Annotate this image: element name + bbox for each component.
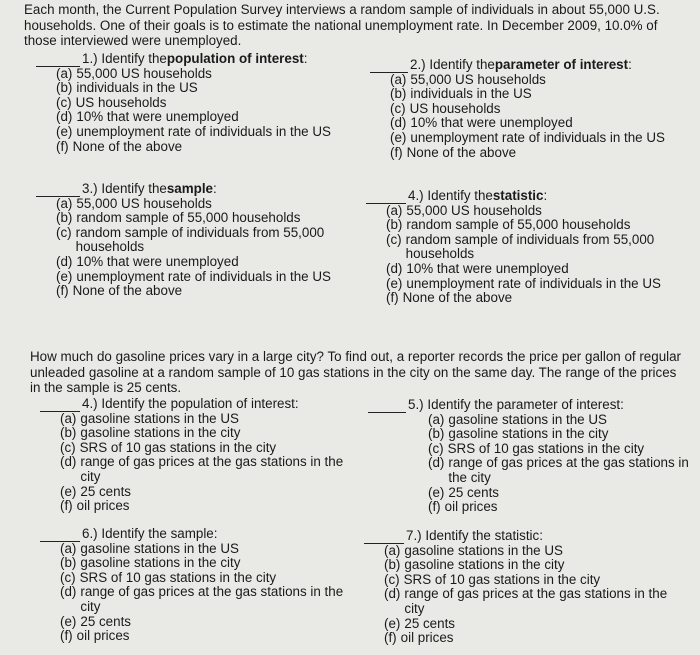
option: (c) SRS of 10 gas stations in the city [60, 569, 277, 585]
question-4-suffix: : [543, 188, 548, 203]
option: (c) SRS of 10 gas stations in the city [60, 439, 277, 455]
option: (a) gasoline stations in the US [428, 411, 607, 427]
option: (d) range of gas prices at the gas stations in the city [60, 454, 344, 484]
question-3-prefix: 3.) Identify the [82, 181, 167, 196]
option: (b) gasoline stations in the city [60, 555, 241, 571]
option: (f) None of the above [56, 283, 183, 299]
option: (b) random sample of 55,000 households [386, 217, 631, 233]
question-5 [368, 398, 690, 515]
option: (d) 10% that were unemployed [56, 109, 239, 125]
question-4-population [40, 397, 350, 514]
option: (d) range of gas prices at the gas stations in the city [384, 586, 668, 616]
answer-blank-1[interactable] [36, 56, 80, 67]
question-4-keyword: statistic [492, 188, 544, 203]
option: (f) oil prices [60, 628, 130, 644]
question-2-options [370, 73, 690, 161]
option: (e) 25 cents [60, 613, 131, 629]
question-4-prefix: 4.) Identify the [408, 188, 493, 203]
option: (d) 10% that were unemployed [386, 260, 569, 276]
option: (f) None of the above [56, 138, 183, 154]
option: (b) individuals in the US [390, 86, 532, 102]
option: (b) gasoline stations in the city [60, 425, 241, 441]
question-2-suffix: : [628, 57, 632, 72]
option: (f) None of the above [386, 290, 513, 306]
option: (d) range of gas prices at the gas stations in the city [60, 584, 344, 614]
answer-blank-8[interactable] [364, 533, 404, 544]
question-6 [40, 527, 350, 644]
option: (e) unemployment rate of individuals in the US [56, 123, 331, 139]
question-7-options [364, 544, 690, 646]
option: (a) gasoline stations in the US [60, 410, 239, 426]
intro-paragraph-1: Each month, the Current Population Survey interviews a random sample of individuals in about 55,000 U.S. households. One of their goals is to estimate the national unemployment rate. In December 2009, 10.0% of those interviewed were unemployed. [24, 2, 660, 49]
option: (f) oil prices [60, 498, 130, 514]
option: (b) individuals in the US [56, 80, 198, 96]
question-4-statistic [366, 189, 686, 306]
option: (a) 55,000 US households [56, 65, 212, 81]
question-5-options [368, 413, 690, 515]
option: (e) 25 cents [428, 484, 499, 500]
option: (e) unemployment rate of individuals in the US [56, 268, 331, 284]
option: (a) 55,000 US households [390, 71, 546, 87]
question-1-keyword: population of interest [166, 51, 304, 66]
option: (e) 25 cents [60, 483, 131, 499]
option: (c) US households [56, 94, 167, 110]
answer-blank-6[interactable] [368, 402, 406, 413]
option: (c) SRS of 10 gas stations in the city [428, 440, 645, 456]
question-2-prefix: 2.) Identify the [410, 57, 495, 72]
option: (f) oil prices [384, 630, 454, 646]
question-5-prefix: 5.) Identify the parameter of interest: [408, 397, 624, 412]
option: (c) US households [390, 100, 501, 116]
question-7-prefix: 7.) Identify the statistic: [406, 528, 543, 543]
question-3 [36, 182, 336, 299]
question-4-options [366, 204, 686, 306]
question-4b-options [40, 412, 350, 514]
intro-paragraph-2: How much do gasoline prices vary in a large city? To find out, a reporter records the price per gallon of regular unleaded gasoline at a random sample of 10 gas stations in the city on the same day. The range of the prices in the sample is 25 cents. [30, 349, 682, 396]
option: (d) 10% that were unemployed [390, 115, 573, 131]
question-3-suffix: : [213, 181, 217, 196]
answer-blank-2[interactable] [370, 62, 408, 73]
option: (b) gasoline stations in the city [428, 426, 609, 442]
question-3-options [36, 197, 336, 299]
option: (f) None of the above [390, 144, 517, 160]
option: (f) oil prices [428, 499, 498, 515]
question-1-suffix: : [303, 51, 308, 66]
answer-blank-7[interactable] [40, 531, 80, 542]
question-7 [364, 529, 690, 646]
option: (d) 10% that were unemployed [56, 253, 239, 269]
question-1 [36, 52, 336, 154]
question-2 [370, 58, 690, 160]
answer-blank-5[interactable] [40, 401, 80, 412]
question-6-prefix: 6.) Identify the sample: [82, 526, 218, 541]
question-1-options [36, 67, 336, 155]
option: (a) 55,000 US households [386, 202, 542, 218]
question-1-prefix: 1.) Identify the [82, 51, 167, 66]
option: (c) random sample of individuals from 55,000 households [386, 231, 655, 262]
question-6-options [40, 542, 350, 644]
option: (e) 25 cents [384, 615, 455, 631]
question-4b-prefix: 4.) Identify the population of interest: [82, 396, 299, 411]
option: (e) unemployment rate of individuals in the US [390, 129, 665, 145]
option: (c) SRS of 10 gas stations in the city [384, 571, 601, 587]
option: (c) random sample of individuals from 55,000 households [56, 224, 325, 255]
question-3-keyword: sample [166, 181, 214, 196]
answer-blank-3[interactable] [36, 186, 80, 197]
question-2-keyword: parameter of interest [494, 57, 629, 72]
option: (b) gasoline stations in the city [384, 557, 565, 573]
option: (b) random sample of 55,000 households [56, 210, 301, 226]
option: (d) range of gas prices at the gas stations in the city [428, 455, 689, 485]
option: (a) gasoline stations in the US [60, 540, 239, 556]
option: (a) 55,000 US households [56, 195, 212, 211]
option: (a) gasoline stations in the US [384, 542, 563, 558]
answer-blank-4[interactable] [366, 193, 406, 204]
option: (e) unemployment rate of individuals in the US [386, 275, 661, 291]
